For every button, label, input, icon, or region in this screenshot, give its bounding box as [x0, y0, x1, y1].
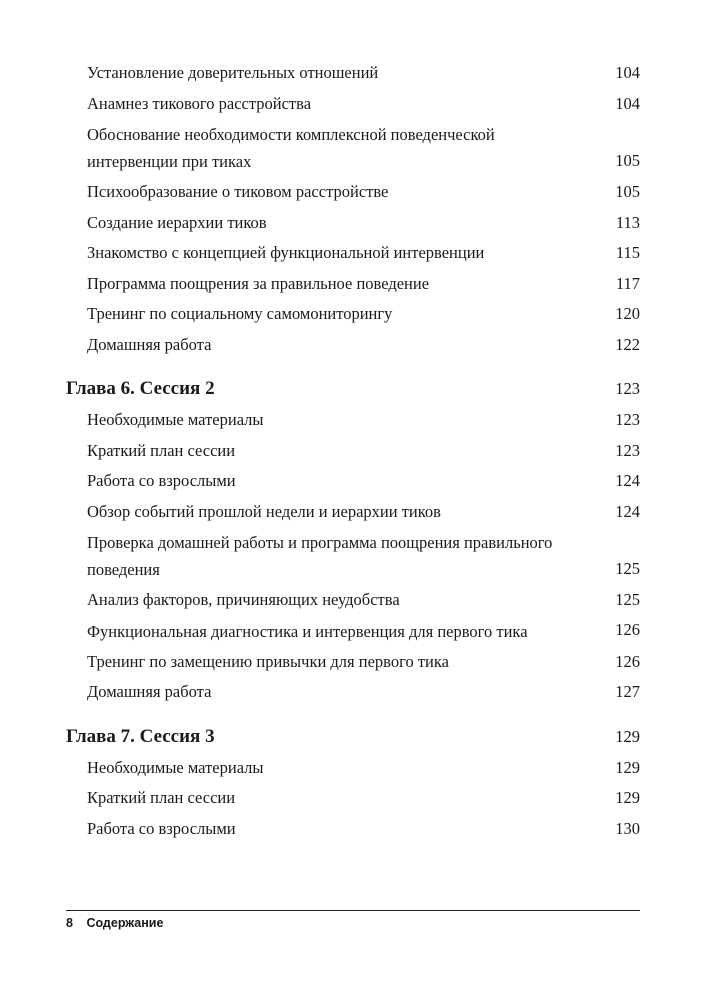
toc-entry — [66, 330, 640, 361]
toc-entry-title: Необходимые материалы — [87, 410, 264, 429]
toc-entry-title: Программа поощрения за правильное поведение — [87, 273, 430, 293]
footer-page-number: 8 — [66, 916, 73, 930]
toc-entry-page: 126 — [615, 651, 640, 671]
toc-entry-page: 130 — [615, 818, 640, 838]
toc-entry-page: 105 — [615, 182, 640, 201]
toc-entry-title: Тренинг по замещению привычки для первого тика — [87, 651, 449, 671]
toc-entry-page: 115 — [615, 243, 640, 262]
toc-entry-page: 113 — [615, 212, 640, 232]
toc-entry-title: Краткий план сессии — [87, 440, 236, 460]
toc-entry-title: Знакомство с концепцией функциональной интервенции — [87, 243, 485, 262]
toc-chapter-heading — [66, 721, 640, 753]
toc-entry-title: Краткий план сессии — [87, 788, 236, 807]
toc-entry-page: 120 — [615, 304, 640, 323]
toc-entry-title: Проверка домашней работы и программа поощрения правильного поведения — [87, 533, 553, 579]
toc-entry — [66, 585, 640, 616]
toc-entry — [66, 177, 640, 208]
toc-entry-page: 125 — [615, 590, 640, 609]
toc-entry — [66, 238, 640, 269]
toc-entry-title: Домашняя работа — [87, 334, 212, 354]
toc-entry — [66, 436, 640, 467]
chapter-title: Глава 6. Сессия 2 — [66, 378, 215, 399]
chapter-page: 123 — [615, 379, 640, 398]
toc-entry-page: 124 — [615, 501, 640, 521]
chapter-page: 129 — [615, 726, 640, 746]
toc-entry-page: 105 — [615, 150, 640, 170]
toc-entry-title: Установление доверительных отношений — [87, 63, 379, 82]
toc-entry-page: 122 — [615, 334, 640, 354]
toc-entry — [66, 119, 640, 177]
table-of-contents — [66, 58, 640, 844]
toc-entry-page: 104 — [615, 93, 640, 113]
toc-entry-title: Работа со взрослыми — [87, 818, 236, 838]
toc-entry — [66, 677, 640, 708]
toc-entry — [66, 299, 640, 330]
toc-entry-page: 125 — [615, 558, 640, 578]
toc-entry — [66, 269, 640, 300]
toc-entry-page: 129 — [615, 757, 640, 777]
toc-entry-page: 117 — [615, 273, 640, 293]
toc-entry — [66, 647, 640, 678]
toc-entry — [66, 466, 640, 497]
toc-entry — [66, 616, 640, 647]
toc-entry-page: 127 — [615, 682, 640, 701]
toc-entry — [66, 208, 640, 239]
toc-entry-title: Функциональная диагностика и интервенция для первого тика — [87, 621, 528, 641]
toc-entry — [66, 814, 640, 845]
toc-entry-title: Обзор событий прошлой недели и иерархии тиков — [87, 501, 441, 521]
toc-entry-title: Необходимые материалы — [87, 757, 264, 777]
toc-entry-title: Психообразование о тиковом расстройстве — [87, 182, 389, 201]
toc-entry-title: Работа со взрослыми — [87, 471, 236, 490]
toc-entry — [66, 89, 640, 120]
toc-entry-page: 123 — [615, 410, 640, 429]
page-footer — [66, 916, 163, 930]
toc-entry-title: Тренинг по социальному самомониторингу — [87, 304, 393, 323]
footer-section-title: Содержание — [86, 916, 164, 930]
toc-entry-page: 126 — [615, 620, 640, 639]
toc-entry-title: Создание иерархии тиков — [87, 212, 267, 232]
toc-entry — [66, 58, 640, 89]
toc-entry — [66, 405, 640, 436]
toc-entry — [66, 753, 640, 784]
toc-chapter-heading — [66, 373, 640, 405]
chapter-title: Глава 7. Сессия 3 — [66, 725, 215, 747]
toc-entry-page: 124 — [615, 471, 640, 490]
toc-entry-title: Анализ факторов, причиняющих неудобства — [87, 590, 400, 609]
footer-divider — [66, 910, 640, 911]
toc-entry — [66, 527, 640, 585]
toc-entry-page: 123 — [615, 440, 640, 460]
toc-entry-title: Домашняя работа — [87, 682, 212, 701]
toc-entry — [66, 497, 640, 528]
toc-entry-title: Обоснование необходимости комплексной поведенческой интервенции при тиках — [87, 125, 495, 171]
toc-entry-page: 104 — [615, 63, 640, 82]
toc-entry-page: 129 — [615, 788, 640, 807]
toc-entry — [66, 783, 640, 814]
toc-entry-title: Анамнез тикового расстройства — [87, 93, 312, 113]
